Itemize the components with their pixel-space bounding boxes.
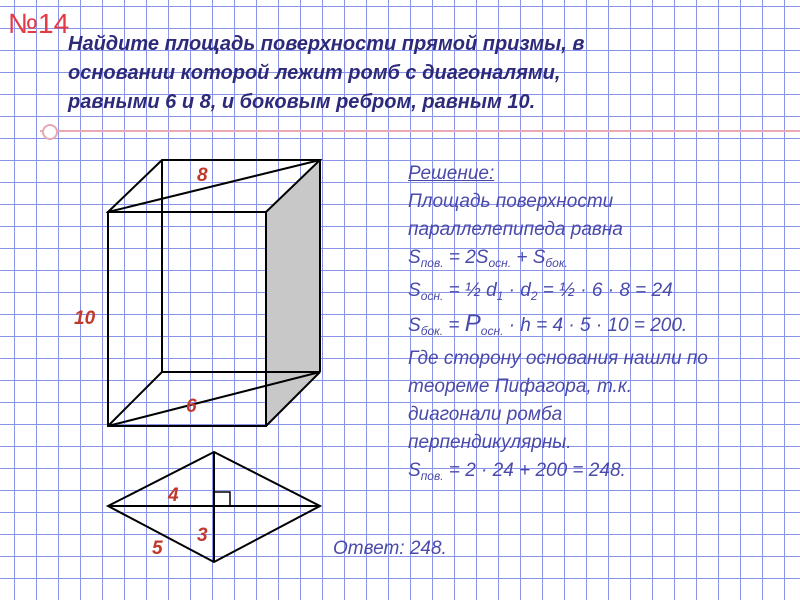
- prism-back-left-bottom-edge: [108, 372, 162, 426]
- label-half-diagonal-3: 3: [197, 525, 208, 546]
- solution-line: Площадь поверхности: [408, 191, 614, 212]
- prism-front-face: [108, 212, 266, 426]
- label-top-diagonal: 8: [197, 165, 208, 186]
- explanation-line: теореме Пифагора, т.к.: [408, 376, 633, 397]
- task-line: основании которой лежит ромб с диагоналями,: [68, 62, 561, 84]
- label-half-diagonal-4: 4: [168, 485, 179, 506]
- solution-block: [408, 160, 793, 490]
- formula-base-area: $S_{осн.}$ = ½ $d_1 \cdot d_2$ = ½ · 6 · 8 = 24: [408, 280, 673, 303]
- explanation-line: перпендикулярны.: [408, 432, 572, 453]
- explanation-line: диагонали ромба: [408, 404, 563, 425]
- solution-heading: Решение:: [408, 163, 495, 184]
- label-height: 10: [74, 308, 96, 329]
- task-line: Найдите площадь поверхности прямой призмы, в: [68, 33, 585, 55]
- answer-text: Ответ: 248.: [333, 538, 447, 559]
- label-rhombus-side: 5: [152, 538, 163, 559]
- prism-side-face: [266, 160, 320, 426]
- formula-lateral-area: $S_{бок.} = P_{осн.} \cdot h = 4 \cdot 5 \cdot 10 = 200$.: [408, 310, 688, 338]
- formula-total: $S_{пов.} = 2 \cdot 24 + 200 = 248$.: [408, 460, 626, 483]
- task-line: равными 6 и 8, и боковым ребром, равным 10.: [68, 91, 536, 113]
- label-bottom-diagonal: 6: [186, 396, 197, 417]
- formula-surface: $S_{пов.} = 2S_{осн.} + S_{бок.}$: [408, 247, 568, 270]
- right-angle-mark: [214, 492, 230, 506]
- problem-number: №14: [8, 8, 70, 39]
- explanation-line: Где сторону основания нашли по: [408, 348, 708, 369]
- solution-line: параллелепипеда равна: [408, 219, 623, 240]
